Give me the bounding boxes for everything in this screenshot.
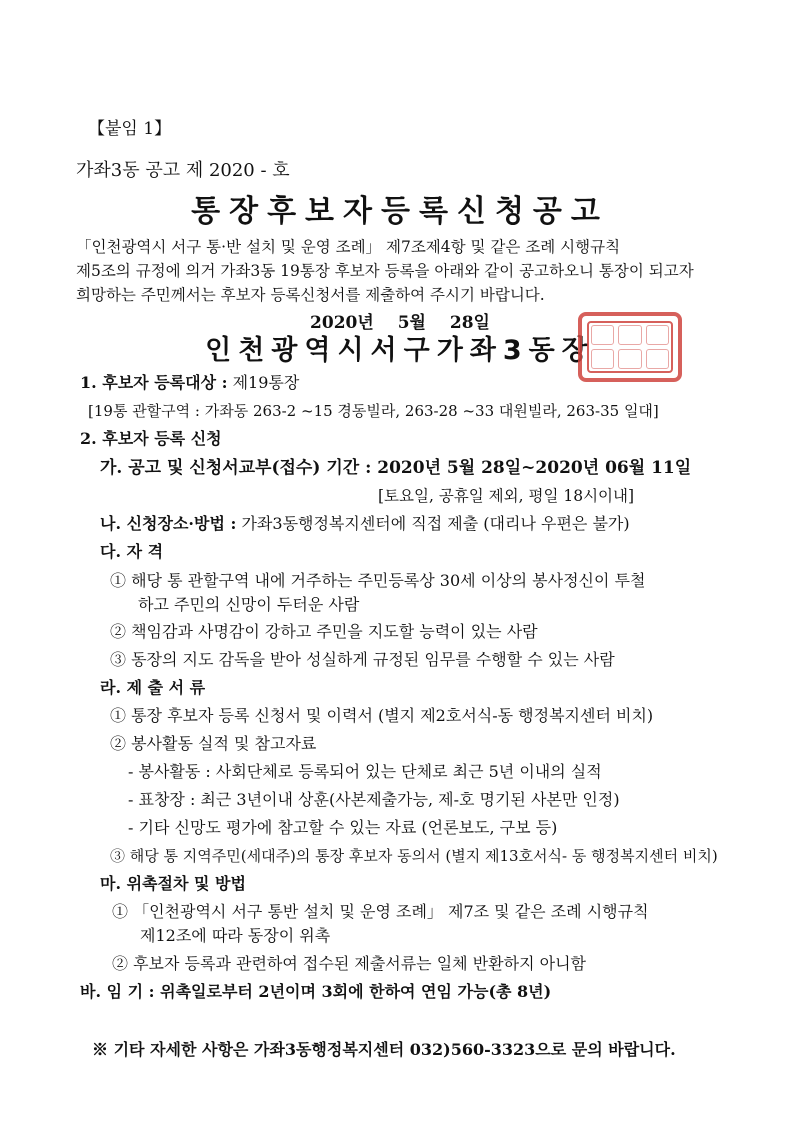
qualification-item-3: ③ 동장의 지도 감독을 받아 성실하게 규정된 임무를 수행할 수 있는 사람 (110, 650, 615, 669)
place-method-value: 가좌3동행정복지센터에 직접 제출 (대리나 우편은 불가) (236, 514, 630, 533)
section-1-heading: 1. 후보자 등록대상 : (80, 373, 228, 392)
term-line: 바. 임 기 : 위촉일로부터 2년이며 3회에 한하여 연임 가능(총 8년) (80, 982, 552, 1001)
period-label: 가. 공고 및 신청서교부(접수) 기간 : 2020년 5월 28일~2020년 06월 11일 (100, 458, 692, 478)
place-method (100, 513, 630, 535)
attachment-label: 【붙임 1】 (88, 119, 172, 139)
notice-number: 가좌3동 공고 제 2020 - 호 (76, 160, 290, 181)
intro-line-2: 제5조의 규정에 의거 가좌3동 19통장 후보자 등록을 아래와 같이 공고하오니 통장이 되고자 (76, 262, 694, 280)
appointment-item-2: ② 후보자 등록과 관련하여 접수된 제출서류는 일체 반환하지 아니함 (112, 954, 587, 973)
documents-item-3: ③ 해당 통 지역주민(세대주)의 통장 후보자 동의서 (별지 제13호서식- 동 행정복지센터 비치) (110, 847, 718, 865)
qualification-item-1-cont: 하고 주민의 신망이 두터운 사람 (138, 595, 360, 614)
place-method-label: 나. 신청장소·방법 : (100, 514, 237, 533)
documents-heading: 라. 제 출 서 류 (100, 678, 206, 697)
section-2-heading: 2. 후보자 등록 신청 (80, 429, 222, 448)
appointment-item-1: ① 「인천광역시 서구 통반 설치 및 운영 조례」 제7조 및 같은 조례 시행규칙 (112, 902, 649, 921)
appointment-item-1-cont: 제12조에 따라 동장이 위촉 (140, 926, 331, 945)
official-seal-icon (578, 312, 682, 382)
documents-dash-3: - 기타 신망도 평가에 참고할 수 있는 자료 (언론보도, 구보 등) (128, 818, 558, 837)
section-1-value: 제19통장 (227, 373, 300, 392)
appointment-heading: 마. 위촉절차 및 방법 (100, 874, 246, 893)
notice-date: 2020년 5월 28일 (310, 313, 490, 333)
documents-dash-2: - 표창장 : 최근 3년이내 상훈(사본제출가능, 제-호 명기된 사본만 인정) (128, 790, 620, 809)
qualification-item-1: ① 해당 통 관할구역 내에 거주하는 주민등록상 30세 이상의 봉사정신이 투철 (110, 571, 646, 590)
documents-dash-1: - 봉사활동 : 사회단체로 등록되어 있는 단체로 최근 5년 이내의 실적 (128, 762, 602, 781)
period-note: [토요일, 공휴일 제외, 평일 18시이내] (378, 487, 635, 505)
section-1-range: [19통 관할구역 : 가좌동 263-2 ~15 경동빌라, 263-28 ~33 대원빌라, 263-35 일대] (88, 402, 659, 420)
intro-line-1: 「인천광역시 서구 통·반 설치 및 운영 조례」 제7조제4항 및 같은 조례 시행규칙 (76, 238, 621, 256)
documents-item-1: ① 통장 후보자 등록 신청서 및 이력서 (별지 제2호서식-동 행정복지센터 비치) (110, 706, 654, 725)
issuer-name: 인천광역시서구가좌3동장 (205, 335, 595, 366)
footer-contact: ※ 기타 자세한 사항은 가좌3동행정복지센터 032)560-3323으로 문의 바랍니다. (92, 1040, 676, 1059)
section-1 (80, 372, 299, 394)
intro-line-3: 희망하는 주민께서는 후보자 등록신청서를 제출하여 주시기 바랍니다. (76, 286, 545, 304)
qualification-item-2: ② 책임감과 사명감이 강하고 주민을 지도할 능력이 있는 사람 (110, 622, 538, 641)
qualification-heading: 다. 자 격 (100, 542, 164, 561)
documents-item-2: ② 봉사활동 실적 및 참고자료 (110, 734, 317, 753)
page-title: 통장후보자등록신청공고 (191, 194, 609, 229)
